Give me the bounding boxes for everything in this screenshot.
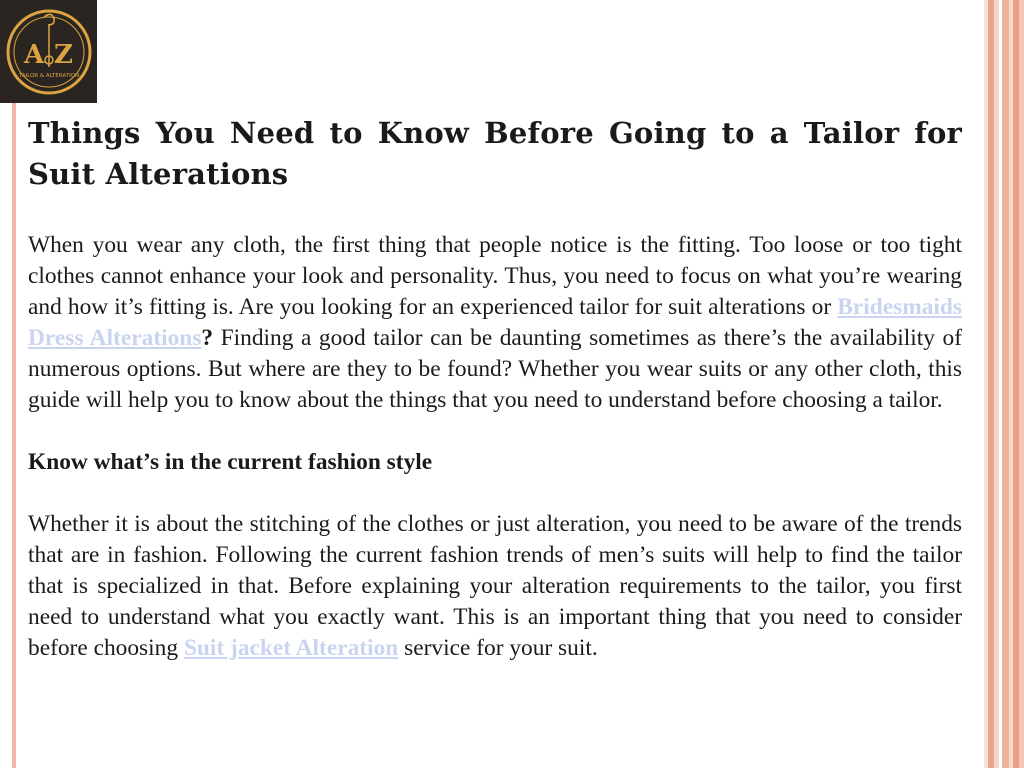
article-title: Things You Need to Know Before Going to a Tailor for Suit Alterations bbox=[28, 116, 962, 191]
intro-question-mark: ? bbox=[201, 325, 214, 351]
brand-logo bbox=[0, 0, 97, 103]
suit-jacket-alteration-link[interactable]: Suit jacket Alteration bbox=[183, 635, 399, 661]
left-accent-stripe bbox=[12, 0, 16, 768]
section-text-part2: service for your suit. bbox=[398, 635, 598, 661]
right-decorative-stripes bbox=[984, 0, 1024, 768]
logo-letter-a: A bbox=[23, 39, 44, 70]
intro-paragraph bbox=[28, 230, 962, 416]
intro-text-part2: Finding a good tailor can be daunting sometimes as there’s the availability of numerous options. But where are they to be found? Whether you wear suits or any other cloth, this guide will help you to know about the things that you need to understand before choosing a tailor. bbox=[28, 325, 962, 413]
article-body bbox=[28, 113, 962, 664]
section-text-part1: Whether it is about the stitching of the clothes or just alteration, you need to be aware of the trends that are in fashion. Following the current fashion trends of men’s suits will help to find the tailor that is specialized in that. Before explaining your alteration requirements to the tailor, you first need to understand what you exactly want. This is an important thing that you need to consider before choosing bbox=[28, 511, 962, 661]
tailor-logo-icon bbox=[4, 7, 94, 97]
section-paragraph bbox=[28, 509, 962, 664]
intro-text-part1: When you wear any cloth, the first thing that people notice is the fitting. Too loose or too tight clothes cannot enhance your look and personality. Thus, you need to focus on what you’re wearing and how it’s fitting is. Are you looking for an experienced tailor for suit alterations or bbox=[28, 232, 962, 320]
logo-tagline: TAILOR & ALTERATION bbox=[18, 72, 79, 79]
logo-letter-z: Z bbox=[53, 39, 73, 70]
section-heading: Know what’s in the current fashion style bbox=[28, 449, 433, 475]
bridesmaids-dress-alterations-link[interactable]: Bridesmaids Dress Alterations bbox=[28, 294, 962, 351]
